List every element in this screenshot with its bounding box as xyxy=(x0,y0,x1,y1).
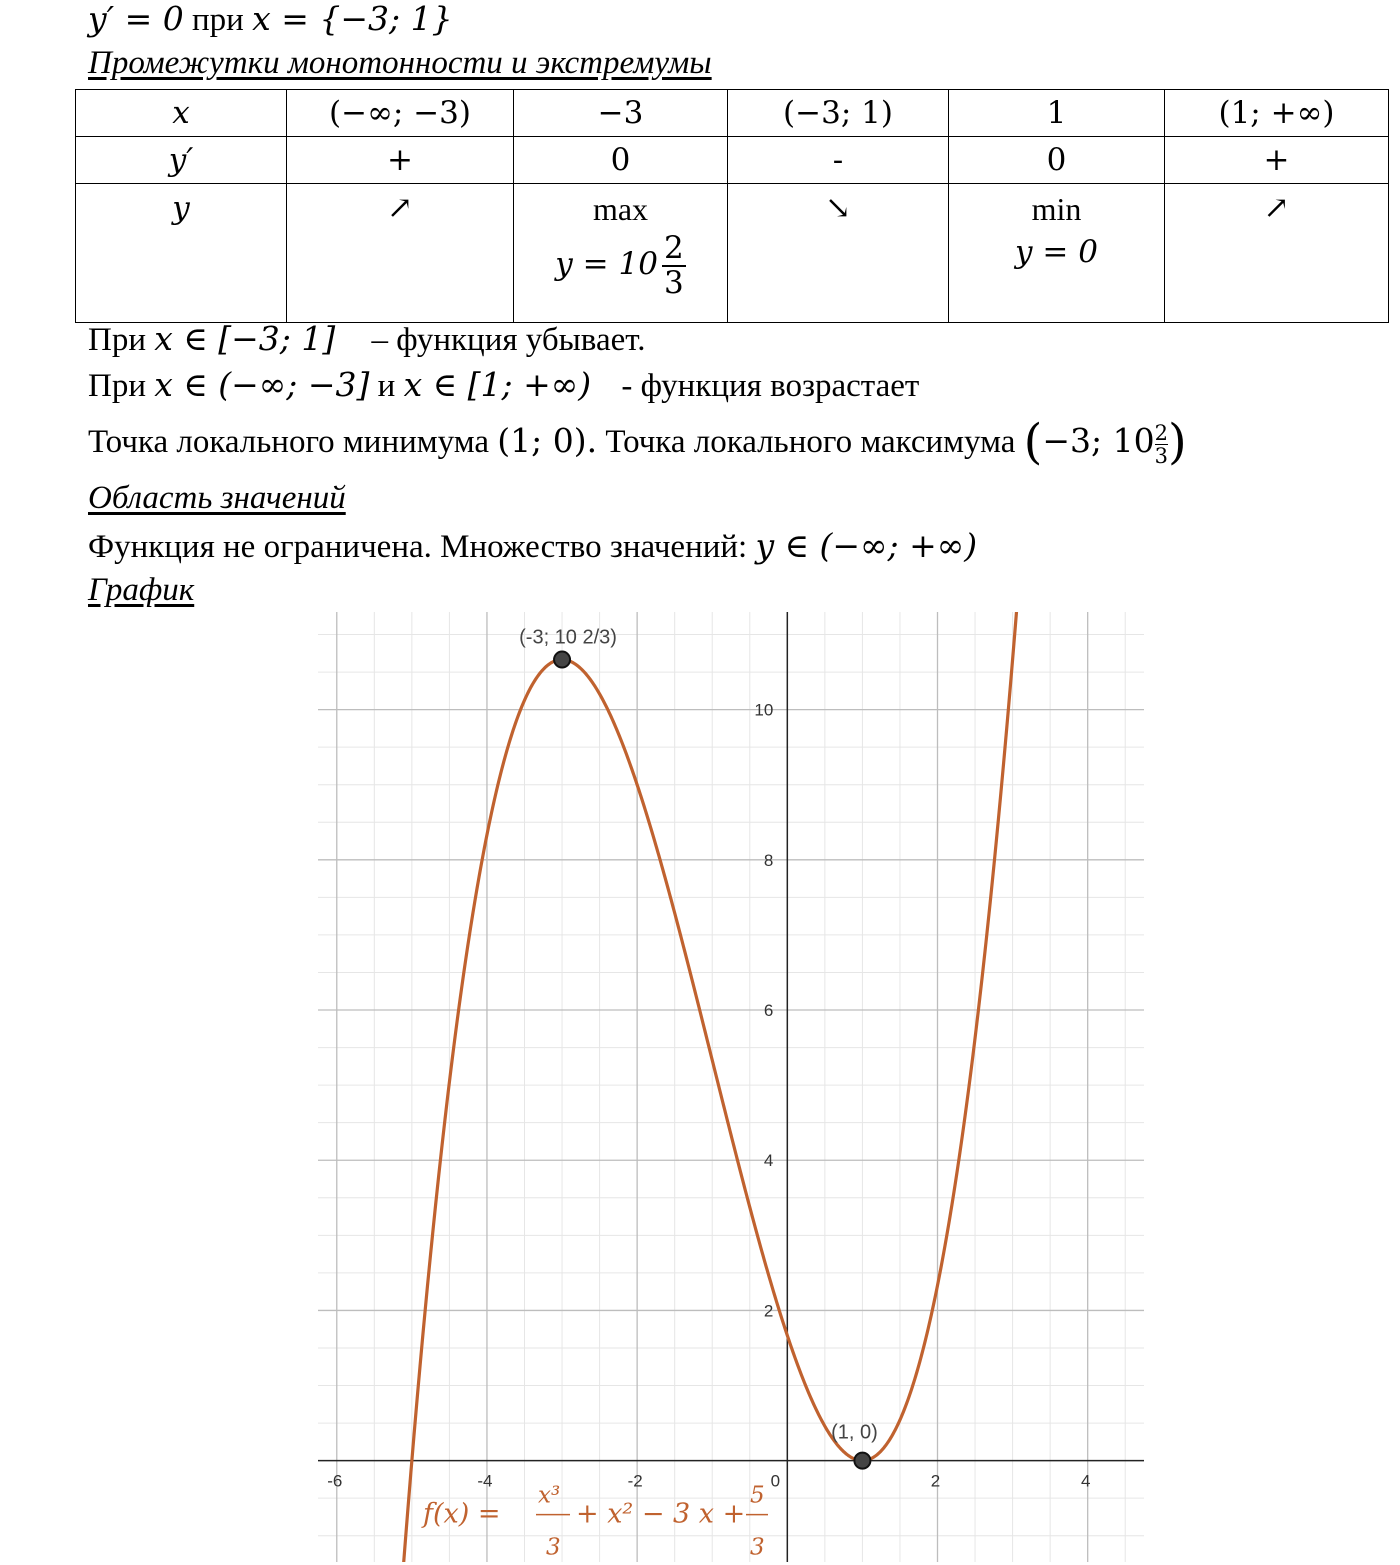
table-row-function xyxy=(76,184,1389,323)
open-paren: ( xyxy=(1023,414,1043,470)
derivative-equation: y′ = 0 xyxy=(88,0,184,38)
table-cell: 1 xyxy=(949,90,1165,137)
table-cell: x xyxy=(76,90,287,137)
increasing-arrow: ↗ xyxy=(1165,184,1389,323)
monotonicity-table xyxy=(75,89,1389,323)
extrema-statement xyxy=(88,414,1187,470)
x-tick-label: 0 xyxy=(770,1471,781,1491)
table-cell: + xyxy=(1165,137,1389,184)
table-cell-max xyxy=(514,184,728,323)
table-cell: - xyxy=(728,137,949,184)
word-pri: при xyxy=(192,2,244,38)
increasing-interval-2: x ∈ [1; +∞) xyxy=(403,365,592,404)
x-tick-label: -6 xyxy=(327,1471,343,1491)
increasing-arrow: ↗ xyxy=(287,184,514,323)
x-tick-label: -2 xyxy=(627,1471,643,1491)
y-tick-label: 2 xyxy=(763,1301,774,1321)
word-pri: При xyxy=(88,322,146,358)
decreasing-arrow: ↘ xyxy=(728,184,949,323)
extremum-point xyxy=(554,652,570,668)
range-statement xyxy=(88,526,978,565)
table-cell: y xyxy=(76,184,287,323)
close-paren: ) xyxy=(1168,414,1187,470)
max-value xyxy=(514,232,727,299)
decreasing-statement xyxy=(88,319,646,358)
y-tick-label: 4 xyxy=(763,1151,774,1171)
function-graph xyxy=(318,612,1144,1562)
function-curve xyxy=(318,612,1144,1562)
local-min-text: Точка локального минимума xyxy=(88,424,490,460)
monotonicity-heading: Промежутки монотонности и экстремумы xyxy=(88,45,712,81)
x-tick-label: 4 xyxy=(1080,1471,1091,1491)
local-max-text: Точка локального максимума xyxy=(605,424,1016,460)
decreasing-text: – функция убывает. xyxy=(371,322,646,358)
extremum-point xyxy=(854,1453,870,1469)
x-tick-label: 2 xyxy=(930,1471,941,1491)
max-value-lhs: y = 10 xyxy=(555,246,658,283)
table-row-derivative xyxy=(76,137,1389,184)
formula-numerator: 5 xyxy=(750,1482,765,1509)
formula-middle: + x² − 3 x + xyxy=(576,1498,746,1530)
table-cell: y′ xyxy=(76,137,287,184)
y-tick-label: 6 xyxy=(763,1001,774,1021)
point-label: (1, 0) xyxy=(831,1421,878,1444)
table-cell: (−∞; −3) xyxy=(287,90,514,137)
increasing-interval-1: x ∈ (−∞; −3] xyxy=(154,365,370,404)
max-fraction xyxy=(662,232,686,299)
formula-numerator: x³ xyxy=(538,1482,561,1509)
y-tick-label: 10 xyxy=(754,700,774,720)
critical-points: x = {−3; 1} xyxy=(252,0,453,38)
range-set: y ∈ (−∞; +∞) xyxy=(755,526,978,565)
fraction-numerator: 2 xyxy=(663,230,684,267)
min-label: min xyxy=(1031,191,1082,227)
local-min-point: (1; 0). xyxy=(497,421,598,460)
range-heading: Область значений xyxy=(88,480,346,516)
formula-denominator: 3 xyxy=(750,1534,765,1561)
table-cell-min xyxy=(949,184,1165,323)
table-row-x xyxy=(76,90,1389,137)
table-cell: (1; +∞) xyxy=(1165,90,1389,137)
min-value: y = 0 xyxy=(1015,234,1098,271)
increasing-statement xyxy=(88,365,920,404)
formula-lhs: f(x) = xyxy=(423,1498,501,1530)
word-and: и xyxy=(377,368,396,404)
table-cell: 0 xyxy=(514,137,728,184)
increasing-text: - функция возрастает xyxy=(621,368,920,404)
fraction-numerator: 2 xyxy=(1154,420,1169,445)
decreasing-interval: x ∈ [−3; 1] xyxy=(154,319,336,358)
word-pri: При xyxy=(88,368,146,404)
local-max-point: −3; 10 xyxy=(1042,421,1155,460)
y-tick-label: 8 xyxy=(763,850,774,870)
derivative-zeros-line xyxy=(88,2,453,37)
graph-heading: График xyxy=(88,572,195,608)
local-max-fraction xyxy=(1155,422,1168,467)
formula-denominator: 3 xyxy=(546,1534,561,1561)
fraction-denominator: 3 xyxy=(663,264,684,301)
range-text: Функция не ограничена. Множество значений: xyxy=(88,529,748,565)
max-label: max xyxy=(592,191,649,227)
table-cell: (−3; 1) xyxy=(728,90,949,137)
table-cell: −3 xyxy=(514,90,728,137)
fraction-denominator: 3 xyxy=(1154,443,1169,468)
table-cell: 0 xyxy=(949,137,1165,184)
table-cell: + xyxy=(287,137,514,184)
point-label: (-3; 10 2/3) xyxy=(519,626,617,649)
function-formula xyxy=(421,1483,768,1561)
x-tick-label: -4 xyxy=(477,1471,493,1491)
